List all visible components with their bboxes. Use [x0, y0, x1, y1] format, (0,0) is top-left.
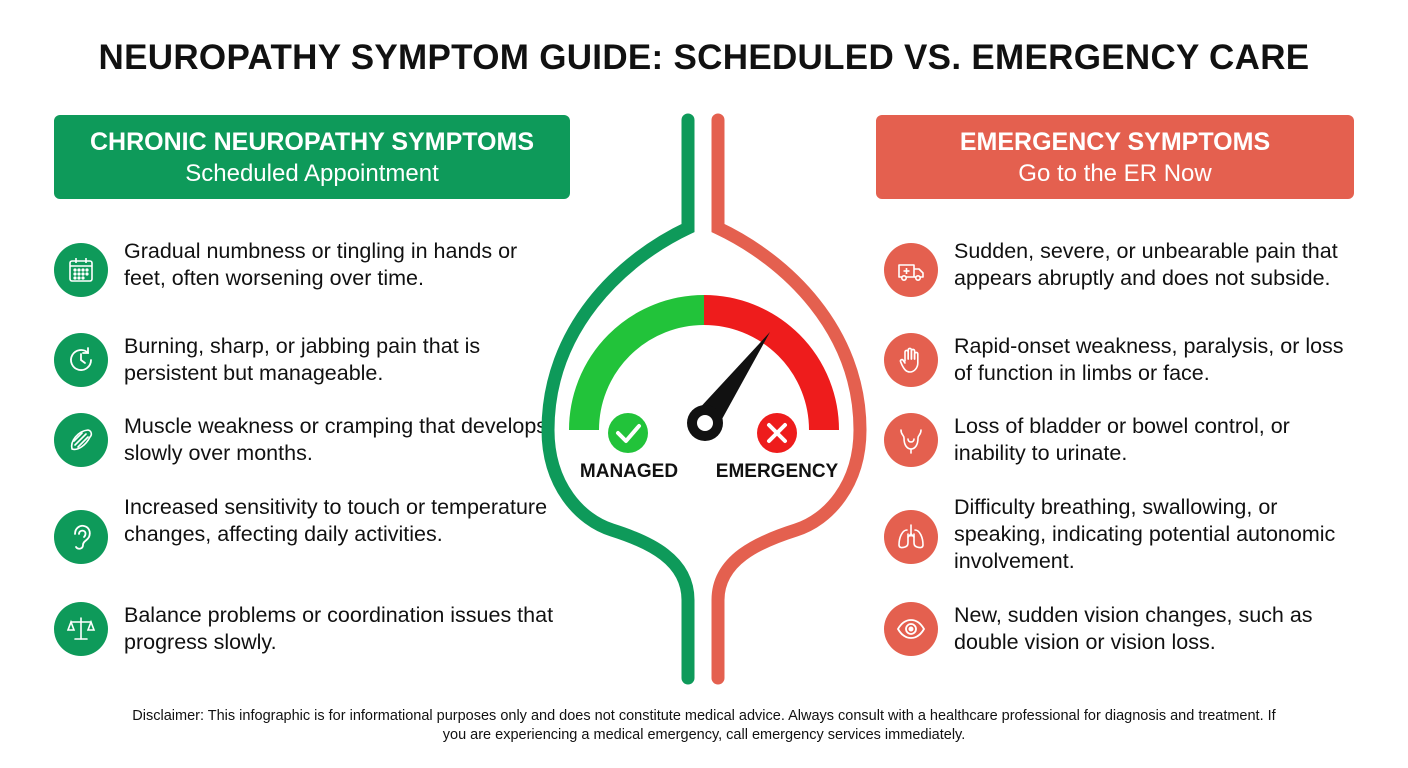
calendar-icon: [54, 243, 108, 297]
emergency-symptom-item: [884, 413, 1364, 467]
chronic-symptom-text: Muscle weakness or cramping that develops slowly over months.: [124, 414, 548, 465]
chronic-symptom-text: Burning, sharp, or jabbing pain that is persistent but manageable.: [124, 334, 481, 385]
muscle-icon: [54, 413, 108, 467]
page-title: NEUROPATHY SYMPTOM GUIDE: SCHEDULED VS. EMERGENCY CARE: [98, 38, 1310, 77]
bladder-icon: [884, 413, 938, 467]
emergency-symptoms-header: [876, 115, 1354, 199]
emergency-outline: [715, 120, 860, 678]
emergency-header-title: EMERGENCY SYMPTOMS: [959, 128, 1271, 156]
chronic-symptom-text: Increased sensitivity to touch or temperature changes, affecting daily activities.: [124, 495, 548, 546]
chronic-header-subtitle: Scheduled Appointment: [185, 160, 439, 187]
chronic-header-title: CHRONIC NEUROPATHY SYMPTOMS: [89, 128, 535, 156]
emergency-header-subtitle: Go to the ER Now: [1018, 160, 1212, 187]
gauge-needle-pivot: [687, 405, 723, 441]
chronic-symptom-text: Balance problems or coordination issues that progress slowly.: [124, 603, 554, 654]
chronic-symptom-item: [54, 602, 554, 656]
disclaimer: Disclaimer: This infographic is for informational purposes only and does not constitute medical advice. Always consult with a healthcare professional for diagnosis and treatment. If you are experiencing a medical emergency, call emergency services immediately.: [132, 708, 1276, 743]
managed-label: MANAGED: [579, 461, 679, 482]
emergency-symptom-text: Rapid-onset weakness, paralysis, or loss of function in limbs or face.: [954, 334, 1344, 385]
emergency-gauge-arc: [704, 310, 824, 430]
managed-outline: [548, 120, 688, 678]
hand-icon: [884, 333, 938, 387]
chronic-symptom-item: [54, 494, 554, 564]
emergency-symptom-text: Sudden, severe, or unbearable pain that appears abruptly and does not subside.: [954, 239, 1338, 290]
emergency-symptom-item: [884, 602, 1364, 656]
gauge-needle: [696, 332, 770, 430]
emergency-symptom-item: [884, 333, 1364, 387]
x-mark-icon: [757, 413, 797, 453]
emergency-symptom-item: [884, 494, 1364, 575]
chronic-symptom-text: Gradual numbness or tingling in hands or feet, often worsening over time.: [124, 239, 518, 290]
balance-scale-icon: [54, 602, 108, 656]
emergency-symptom-text: Loss of bladder or bowel control, or inability to urinate.: [954, 414, 1290, 465]
managed-gauge-arc: [584, 310, 704, 430]
chronic-symptom-item: [54, 413, 554, 467]
emergency-symptom-text: New, sudden vision changes, such as double vision or vision loss.: [954, 603, 1313, 654]
clock-icon: [54, 333, 108, 387]
emergency-symptom-text: Difficulty breathing, swallowing, or speaking, indicating potential autonomic involvement.: [954, 495, 1336, 573]
emergency-label: EMERGENCY: [715, 461, 839, 482]
lungs-icon: [884, 510, 938, 564]
eye-icon: [884, 602, 938, 656]
chronic-symptoms-header: [54, 115, 570, 199]
ear-icon: [54, 510, 108, 564]
ambulance-icon: [884, 243, 938, 297]
chronic-symptom-item: [54, 238, 554, 297]
emergency-symptom-item: [884, 238, 1364, 297]
chronic-symptom-item: [54, 333, 554, 387]
checkmark-icon: [608, 413, 648, 453]
